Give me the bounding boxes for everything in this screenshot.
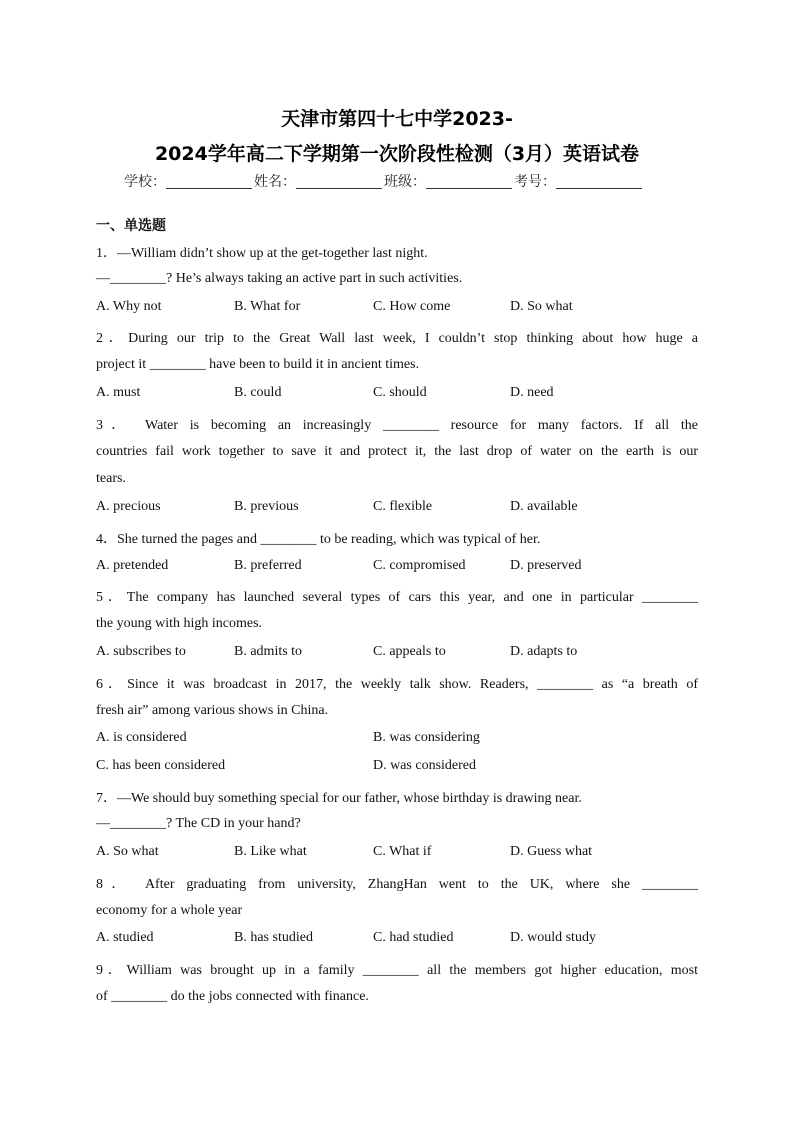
question-2-option-b[interactable]: B. could xyxy=(234,385,282,400)
question-3-line-2: countries fail work together to save it and protect it, the last drop of water on the earth is our xyxy=(96,444,698,459)
exam-number-label: 考号： xyxy=(514,174,556,190)
exam-title-line2: 2024学年高二下学期第一次阶段性检测（3月）英语试卷 xyxy=(154,143,640,165)
question-7-option-d[interactable]: D. Guess what xyxy=(510,844,593,859)
question-8-line-1: 8． After graduating from university, ZhangHan went to the UK, where she ________ xyxy=(96,877,698,892)
question-2-line-1: 2．During our trip to the Great Wall last week, I couldn’t stop thinking about how huge a xyxy=(96,331,698,346)
question-2-option-a[interactable]: A. must xyxy=(96,385,141,400)
question-1-option-a[interactable]: A. Why not xyxy=(96,299,162,314)
question-1-line-1: 1．—William didn’t show up at the get-together last night. xyxy=(96,246,428,261)
question-6-option-b[interactable]: B. was considering xyxy=(373,730,480,745)
question-2-line-2: project it ________ have been to build it in ancient times. xyxy=(96,357,420,372)
question-4-option-b[interactable]: B. preferred xyxy=(234,558,302,573)
question-7-line-1: 7．—We should buy something special for our father, whose birthday is drawing near. xyxy=(96,791,582,806)
question-4-option-d[interactable]: D. preserved xyxy=(510,558,582,573)
question-8-option-d[interactable]: D. would study xyxy=(510,930,596,945)
question-8-option-a[interactable]: A. studied xyxy=(96,930,154,945)
question-8-option-c[interactable]: C. had studied xyxy=(373,930,454,945)
question-6-line-2: fresh air” among various shows in China. xyxy=(96,703,329,718)
question-3-option-c[interactable]: C. flexible xyxy=(373,499,433,514)
question-3-option-a[interactable]: A. precious xyxy=(96,499,161,514)
name-blank[interactable] xyxy=(296,174,382,189)
question-9-line-2: of ________ do the jobs connected with finance. xyxy=(96,989,369,1004)
question-6-option-c[interactable]: C. has been considered xyxy=(96,758,226,773)
question-8-option-b[interactable]: B. has studied xyxy=(234,930,313,945)
school-label: 学校： xyxy=(124,174,166,190)
question-4-line-1: 4．She turned the pages and ________ to be reading, which was typical of her. xyxy=(96,532,541,547)
question-6-option-d[interactable]: D. was considered xyxy=(373,758,477,773)
question-5-option-b[interactable]: B. admits to xyxy=(234,644,303,659)
question-7-line-2: —________? The CD in your hand? xyxy=(96,816,301,831)
question-2-option-d[interactable]: D. need xyxy=(510,385,554,400)
question-1-option-b[interactable]: B. What for xyxy=(234,299,301,314)
school-blank[interactable] xyxy=(166,174,252,189)
exam-number-blank[interactable] xyxy=(556,174,642,189)
question-3-option-d[interactable]: D. available xyxy=(510,499,578,514)
exam-title-line1: 天津市第四十七中学2023- xyxy=(281,108,513,130)
question-9-line-1: 9．William was brought up in a family ________ all the members got higher education, most xyxy=(96,963,698,978)
name-label: 姓名： xyxy=(254,174,296,190)
class-label: 班级： xyxy=(384,174,426,190)
question-7-option-c[interactable]: C. What if xyxy=(373,844,432,859)
question-5-option-c[interactable]: C. appeals to xyxy=(373,644,446,659)
question-5-line-1: 5．The company has launched several types of cars this year, and one in particular ________ xyxy=(96,590,698,605)
question-5-option-a[interactable]: A. subscribes to xyxy=(96,644,186,659)
question-8-line-2: economy for a whole year xyxy=(96,903,243,918)
question-5-option-d[interactable]: D. adapts to xyxy=(510,644,578,659)
student-info-row xyxy=(124,171,644,191)
question-6-option-a[interactable]: A. is considered xyxy=(96,730,187,745)
question-7-option-a[interactable]: A. So what xyxy=(96,844,159,859)
question-6-line-1: 6．Since it was broadcast in 2017, the weekly talk show. Readers, ________ as “a breath of xyxy=(96,677,698,692)
question-1-line-2: —________? He’s always taking an active part in such activities. xyxy=(96,271,463,286)
question-2-option-c[interactable]: C. should xyxy=(373,385,427,400)
section-heading: 一、单选题 xyxy=(96,218,166,234)
question-5-line-2: the young with high incomes. xyxy=(96,616,263,631)
question-4-option-a[interactable]: A. pretended xyxy=(96,558,169,573)
question-4-option-c[interactable]: C. compromised xyxy=(373,558,466,573)
class-blank[interactable] xyxy=(426,174,512,189)
question-3-line-1: 3． Water is becoming an increasingly ________ resource for many factors. If all the xyxy=(96,418,698,433)
question-3-option-b[interactable]: B. previous xyxy=(234,499,299,514)
question-1-option-d[interactable]: D. So what xyxy=(510,299,573,314)
question-7-option-b[interactable]: B. Like what xyxy=(234,844,307,859)
question-1-option-c[interactable]: C. How come xyxy=(373,299,451,314)
question-3-line-3: tears. xyxy=(96,471,126,486)
